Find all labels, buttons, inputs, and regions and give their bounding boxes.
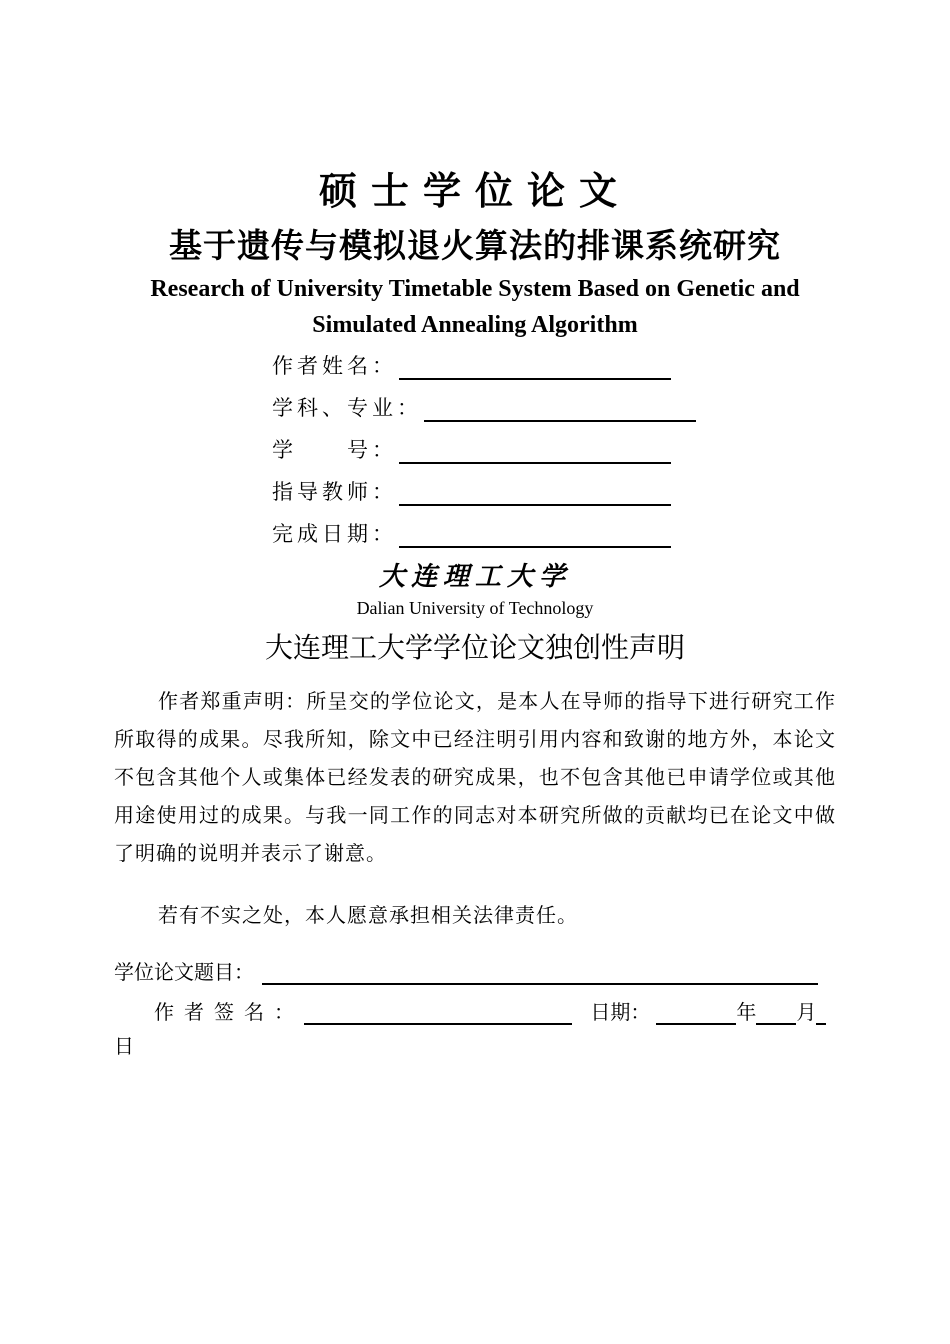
declaration-body: 作者郑重声明：所呈交的学位论文，是本人在导师的指导下进行研究工作所取得的成果。尽我所知，除文中已经注明引用内容和致谢的地方外，本论文不包含其他个人或集体已经发表的研究成果，也不包含其他已申请学位或其他用途使用过的成果。与我一同工作的同志对本研究所做的贡献均已在论文中做了明确的说明并表示了谢意。 xyxy=(114,689,836,865)
advisor-label: 指导教师： xyxy=(272,480,397,504)
advisor-field xyxy=(272,476,671,506)
month-blank xyxy=(756,1001,796,1025)
university-name-chinese: 大连理工大学 xyxy=(378,562,571,592)
thesis-title-english-line-2: Simulated Annealing Algorithm xyxy=(312,312,638,338)
author-name-blank xyxy=(399,354,671,380)
degree-title: 硕士学位论文 xyxy=(318,169,631,213)
author-signature-row xyxy=(154,996,826,1025)
day-blank xyxy=(816,1001,826,1025)
author-name-label: 作者姓名： xyxy=(272,354,397,378)
thesis-title-signature-row xyxy=(114,956,818,985)
completion-date-label: 完成日期： xyxy=(272,522,397,546)
student-id-label: 学 号： xyxy=(272,438,397,462)
major-blank xyxy=(424,396,696,422)
date-label: 日期： xyxy=(590,1000,651,1024)
author-name-field xyxy=(272,350,671,380)
student-id-field xyxy=(272,434,671,464)
declaration-note: 若有不实之处，本人愿意承担相关法律责任。 xyxy=(158,903,578,927)
completion-date-blank xyxy=(399,522,671,548)
thesis-title-blank xyxy=(262,959,818,985)
thesis-title-label: 学位论文题目： xyxy=(114,960,254,984)
major-label: 学科、专业： xyxy=(272,396,422,420)
thesis-title-english-line-1: Research of University Timetable System Based on Genetic and xyxy=(150,276,800,302)
author-signature-blank xyxy=(304,1001,572,1025)
year-label: 年 xyxy=(736,1000,757,1024)
declaration-title: 大连理工大学学位论文独创性声明 xyxy=(264,631,685,664)
year-blank xyxy=(656,1001,736,1025)
advisor-blank xyxy=(399,480,671,506)
author-signature-label: 作者签名： xyxy=(154,1000,304,1024)
completion-date-field xyxy=(272,518,671,548)
thesis-title-chinese: 基于遗传与模拟退火算法的排课系统研究 xyxy=(169,226,781,265)
day-label: 日 xyxy=(114,1034,134,1058)
major-field xyxy=(272,392,696,422)
student-id-blank xyxy=(399,438,671,464)
university-name-english: Dalian University of Technology xyxy=(356,598,594,618)
month-label: 月 xyxy=(796,1000,817,1024)
